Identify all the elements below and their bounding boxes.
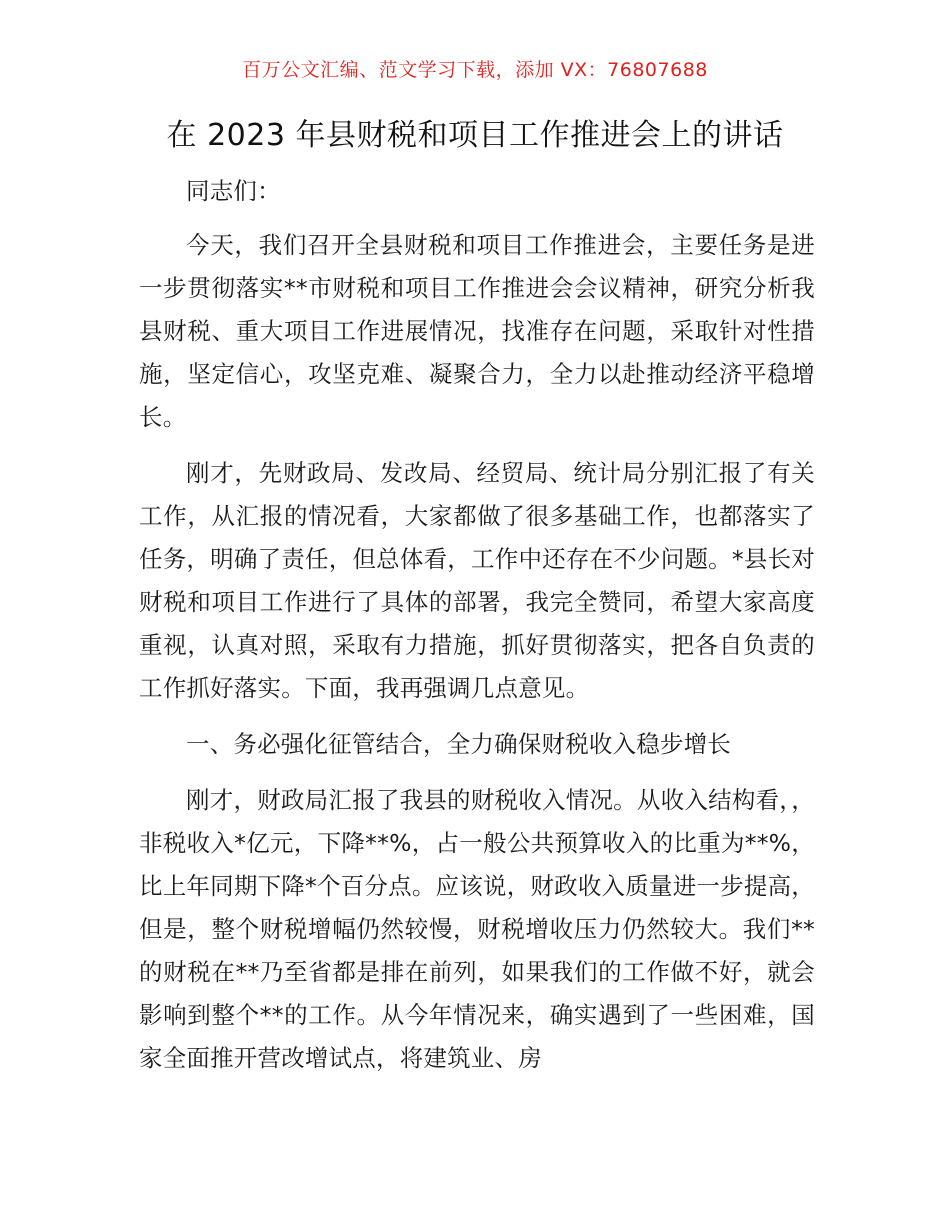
salutation: 同志们：: [186, 177, 281, 205]
document-body: [139, 170, 815, 1093]
paragraph-reports: 刚才，先财政局、发改局、经贸局、统计局分别汇报了有关工作，从汇报的情况看，大家都做了很多基础工作，也都落实了任务，明确了责任，但总体看，工作中还存在不少问题。*县长对财税和项目工作进行了具体的部署，我完全赞同，希望大家高度重视，认真对照，采取有力措施，抓好贯彻落实，把各自负责的工作抓好落实。下面，我再强调几点意见。: [139, 459, 815, 702]
paragraph-intro: 今天，我们召开全县财税和项目工作推进会，主要任务是进一步贯彻落实**市财税和项目工作推进会会议精神，研究分析我县财税、重大项目工作进展情况，找准存在问题，采取针对性措施，坚定信心，攻坚克难、凝聚合力，全力以赴推动经济平稳增长。: [139, 231, 815, 431]
paragraph-revenue: 刚才，财政局汇报了我县的财税收入情况。从收入结构看，，非税收入*亿元，下降**%，占一般公共预算收入的比重为**%，比上年同期下降*个百分点。应该说，财政收入质量进一步提高，但是，整个财税增幅仍然较慢，财税增收压力仍然较大。我们**的财税在**乃至省都是排在前列，如果我们的工作做不好，就会影响到整个**的工作。从今年情况来，确实遇到了一些困难，国家全面推开营改增试点，将建筑业、房: [139, 786, 815, 1072]
document-title: 在 2023 年县财税和项目工作推进会上的讲话: [166, 118, 784, 153]
section-heading-one: 一、务必强化征管结合，全力确保财税收入稳步增长: [186, 730, 732, 758]
promo-header-text: 百万公文汇编、范文学习下载，添加 VX：76807688: [242, 59, 708, 81]
